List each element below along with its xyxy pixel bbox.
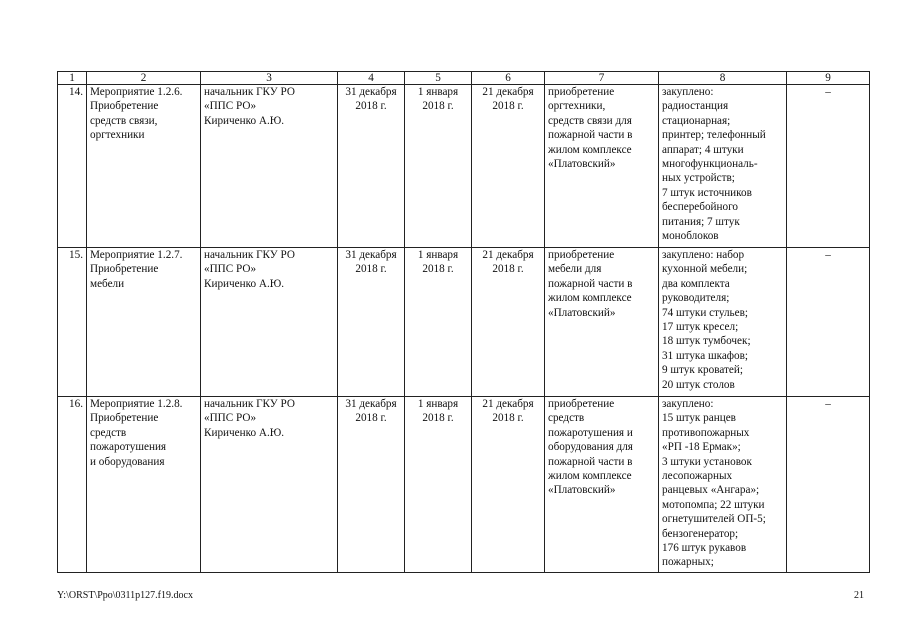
header-cell: 5	[405, 72, 472, 85]
start-cell	[405, 397, 472, 573]
end-cell	[472, 85, 545, 248]
end-cell	[472, 248, 545, 397]
page-number: 21	[854, 590, 864, 601]
plan-end-cell	[338, 85, 405, 248]
header-cell: 7	[545, 72, 659, 85]
header-cell: 3	[201, 72, 338, 85]
start-text: 1 января 2018 г.	[417, 86, 459, 113]
start-text: 1 января 2018 г.	[417, 249, 459, 276]
actual-text: закуплено: набор кухонной мебели; два комплекта руководителя; 74 штуки стульев; 17 штук кресел; 18 штук тумбочек; 31 штука шкафов; 9 штук кроватей; 20 штук столов	[662, 249, 751, 391]
responsible-text: начальник ГКУ РО «ППС РО» Кириченко А.Ю.	[204, 86, 295, 127]
plan-end-text: 31 декабря 2018 г.	[345, 249, 397, 276]
plan-end-text: 31 декабря 2018 г.	[345, 398, 397, 425]
header-row	[58, 72, 870, 85]
report-table	[57, 71, 870, 573]
header-cell: 8	[659, 72, 787, 85]
table-row	[58, 85, 870, 248]
notes-cell: –	[787, 248, 870, 397]
header-cell: 2	[87, 72, 201, 85]
actual-text: закуплено: радиостанция стационарная; принтер; телефонный аппарат; 4 штуки многофункциональ- ных устройств; 7 штук источников бесперебойного питания; 7 штук моноблоков	[662, 86, 766, 243]
actual-cell	[659, 85, 787, 248]
end-text: 21 декабря 2018 г.	[482, 86, 534, 113]
table-row	[58, 248, 870, 397]
actual-cell	[659, 397, 787, 573]
responsible-cell	[201, 85, 338, 248]
plan-end-text: 31 декабря 2018 г.	[345, 86, 397, 113]
expected-text: приобретение оргтехники, средств связи для пожарной части в жилом комплексе «Платовский»	[548, 86, 633, 171]
expected-cell	[545, 397, 659, 573]
expected-text: приобретение мебели для пожарной части в жилом комплексе «Платовский»	[548, 249, 633, 319]
expected-text: приобретение средств пожаротушения и оборудования для пожарной части в жилом комплексе «Платовский»	[548, 398, 633, 497]
plan-end-cell	[338, 248, 405, 397]
table-row	[58, 397, 870, 573]
measure-cell	[87, 397, 201, 573]
start-cell	[405, 85, 472, 248]
row-number: 16.	[58, 397, 87, 573]
header-cell: 1	[58, 72, 87, 85]
header-cell: 4	[338, 72, 405, 85]
measure-text: Мероприятие 1.2.6. Приобретение средств связи, оргтехники	[90, 86, 183, 142]
expected-cell	[545, 85, 659, 248]
end-text: 21 декабря 2018 г.	[482, 398, 534, 425]
plan-end-cell	[338, 397, 405, 573]
header-cell: 9	[787, 72, 870, 85]
actual-text: закуплено: 15 штук ранцев противопожарных «РП -18 Ермак»; 3 штуки установок лесопожарных ранцевых «Ангара»; мотопомпа; 22 штуки огнетушителей ОП-5; бензогенератор; 176 штук рукавов пожарных;	[662, 398, 766, 569]
header-cell: 6	[472, 72, 545, 85]
responsible-cell	[201, 248, 338, 397]
start-cell	[405, 248, 472, 397]
actual-cell	[659, 248, 787, 397]
measure-text: Мероприятие 1.2.7. Приобретение мебели	[90, 249, 183, 290]
start-text: 1 января 2018 г.	[417, 398, 459, 425]
responsible-text: начальник ГКУ РО «ППС РО» Кириченко А.Ю.	[204, 398, 295, 439]
file-path: Y:\ORST\Ppo\0311p127.f19.docx	[57, 590, 193, 601]
expected-cell	[545, 248, 659, 397]
responsible-cell	[201, 397, 338, 573]
notes-cell: –	[787, 85, 870, 248]
end-text: 21 декабря 2018 г.	[482, 249, 534, 276]
end-cell	[472, 397, 545, 573]
row-number: 14.	[58, 85, 87, 248]
measure-text: Мероприятие 1.2.8. Приобретение средств пожаротушения и оборудования	[90, 398, 183, 468]
measure-cell	[87, 85, 201, 248]
row-number: 15.	[58, 248, 87, 397]
notes-cell: –	[787, 397, 870, 573]
responsible-text: начальник ГКУ РО «ППС РО» Кириченко А.Ю.	[204, 249, 295, 290]
measure-cell	[87, 248, 201, 397]
